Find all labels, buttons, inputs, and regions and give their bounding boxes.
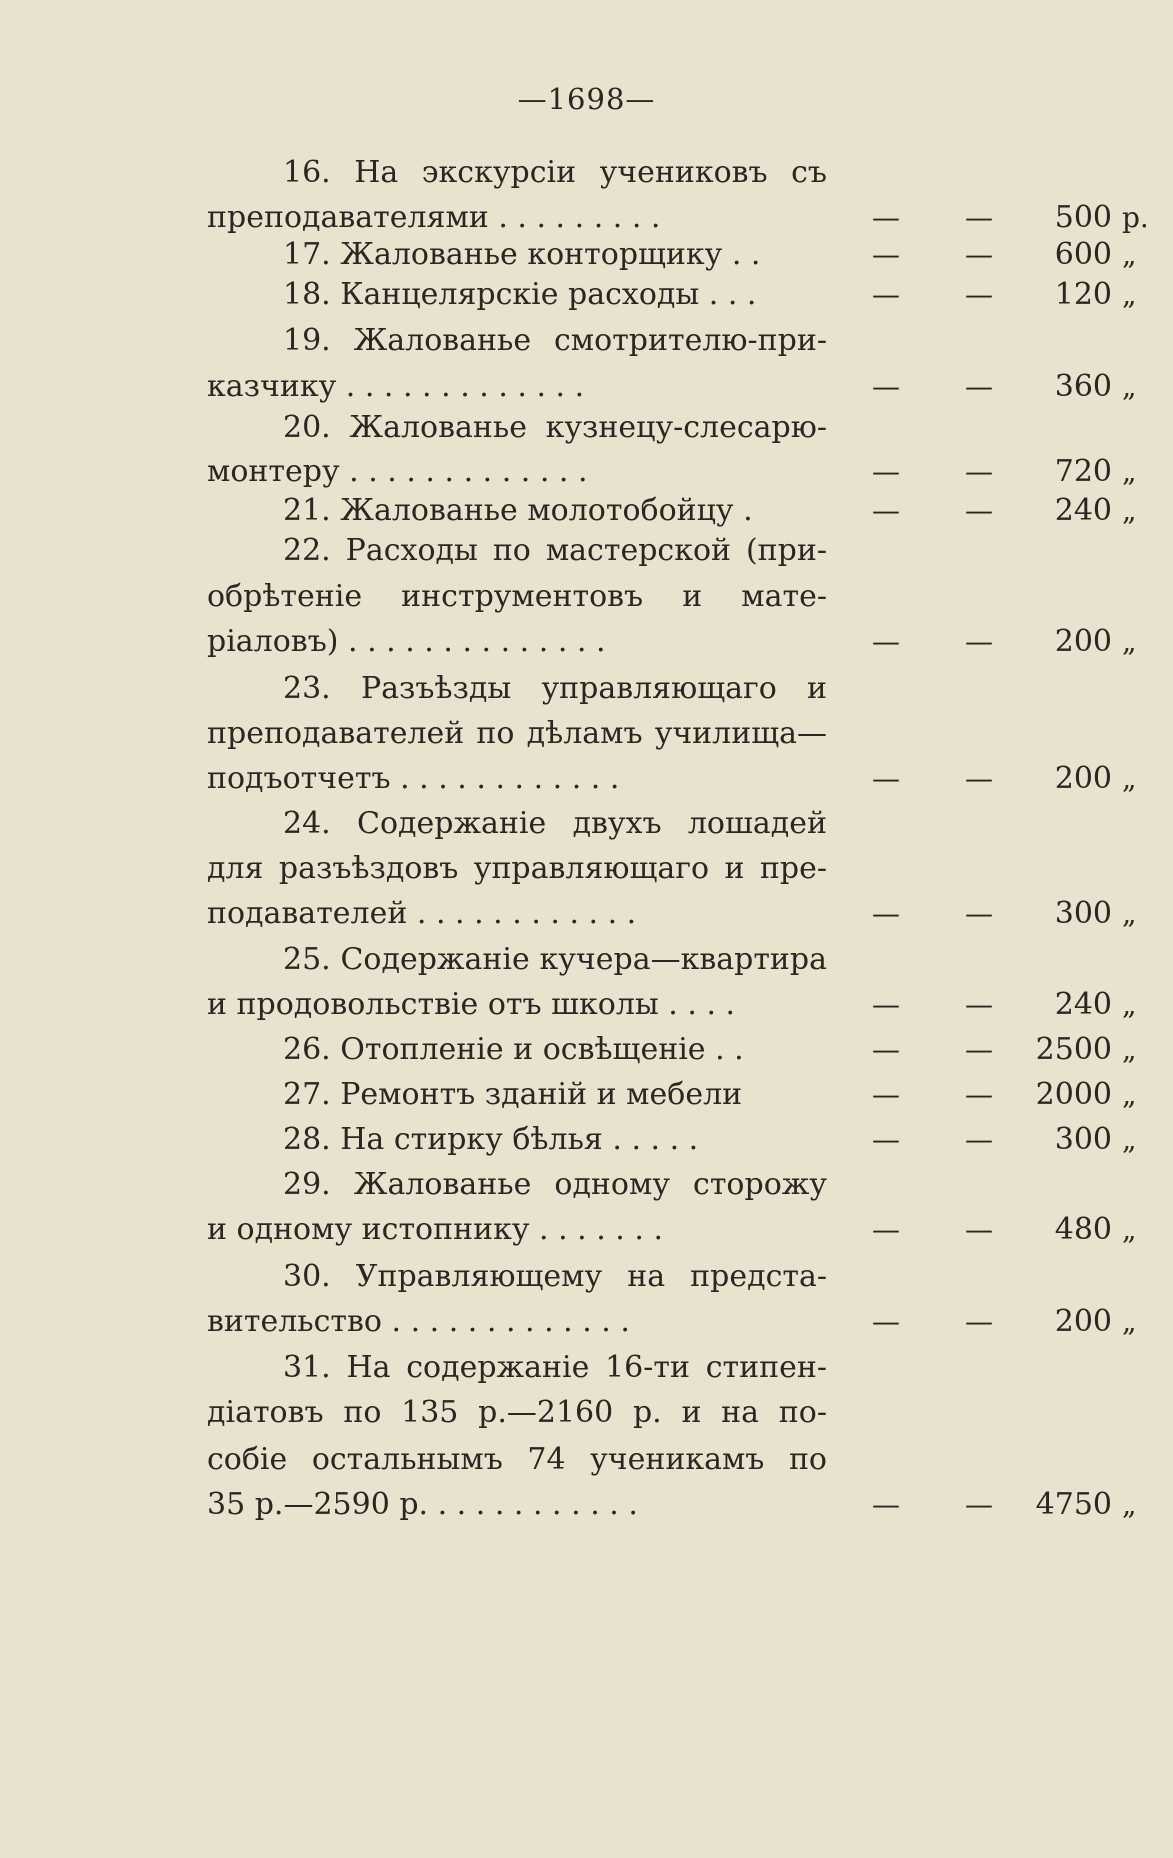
column-dash: — bbox=[965, 1305, 993, 1338]
entry-amount: 240 bbox=[1054, 987, 1112, 1022]
column-dash: — bbox=[872, 897, 900, 930]
entry-amount: 4750 bbox=[1035, 1487, 1112, 1522]
entry-unit: „ bbox=[1122, 370, 1137, 403]
entry-amount: 600 bbox=[1054, 237, 1112, 272]
entry-unit: „ bbox=[1122, 897, 1137, 930]
entry-amount: 500 bbox=[1054, 200, 1112, 235]
entry-text-line: 35 р.—2590 р. . . . . . . . . . . . bbox=[207, 1487, 638, 1522]
entry-text-line: обрѣтеніе инструментовъ и мате- bbox=[207, 579, 827, 614]
column-dash: — bbox=[872, 370, 900, 403]
entry-unit: „ bbox=[1122, 1213, 1137, 1246]
entry-text-line: 22. Расходы по мастерской (при- bbox=[283, 533, 827, 568]
entry-unit: р. bbox=[1122, 201, 1149, 234]
entry-text-line: 23. Разъѣзды управляющаго и bbox=[283, 671, 827, 706]
entry-amount: 300 bbox=[1054, 1122, 1112, 1157]
page-number: —1698— bbox=[517, 82, 656, 116]
column-dash: — bbox=[872, 238, 900, 271]
entry-text-line: собіе остальнымъ 74 ученикамъ по bbox=[207, 1442, 827, 1477]
entry-text-line: 29. Жалованье одному сторожу bbox=[283, 1167, 827, 1202]
entry-text-line: преподавателями . . . . . . . . . bbox=[207, 200, 661, 235]
column-dash: — bbox=[965, 370, 993, 403]
entry-amount: 360 bbox=[1054, 369, 1112, 404]
column-dash: — bbox=[965, 988, 993, 1021]
entry-amount: 2500 bbox=[1035, 1032, 1112, 1067]
entry-text-line: 18. Канцелярскіе расходы . . . bbox=[283, 277, 757, 312]
entry-text-line: подавателей . . . . . . . . . . . . bbox=[207, 896, 637, 931]
entry-text-line: 16. На экскурсіи учениковъ съ bbox=[283, 155, 827, 190]
entry-unit: „ bbox=[1122, 625, 1137, 658]
entry-amount: 200 bbox=[1054, 624, 1112, 659]
column-dash: — bbox=[872, 1033, 900, 1066]
column-dash: — bbox=[965, 1213, 993, 1246]
entry-text-line: 25. Содержаніе кучера—квартира bbox=[283, 942, 827, 977]
entry-text-line: 28. На стирку бѣлья . . . . . bbox=[283, 1122, 699, 1157]
entry-text-line: и продовольствіе отъ школы . . . . bbox=[207, 987, 736, 1022]
entry-text-line: для разъѣздовъ управляющаго и пре- bbox=[207, 851, 827, 886]
column-dash: — bbox=[872, 1305, 900, 1338]
column-dash: — bbox=[872, 1488, 900, 1521]
column-dash: — bbox=[872, 1123, 900, 1156]
entry-amount: 720 bbox=[1054, 454, 1112, 489]
column-dash: — bbox=[965, 1033, 993, 1066]
column-dash: — bbox=[872, 455, 900, 488]
entry-text-line: казчику . . . . . . . . . . . . . bbox=[207, 369, 585, 404]
column-dash: — bbox=[965, 455, 993, 488]
column-dash: — bbox=[872, 1078, 900, 1111]
entry-text-line: монтеру . . . . . . . . . . . . . bbox=[207, 454, 588, 489]
column-dash: — bbox=[872, 1213, 900, 1246]
entry-amount: 300 bbox=[1054, 896, 1112, 931]
entry-text-line: ріаловъ) . . . . . . . . . . . . . . bbox=[207, 624, 606, 659]
entry-unit: „ bbox=[1122, 1078, 1137, 1111]
entry-amount: 480 bbox=[1054, 1212, 1112, 1247]
entry-text-line: 31. На содержаніе 16-ти стипен- bbox=[283, 1350, 827, 1385]
entry-unit: „ bbox=[1122, 1033, 1137, 1066]
entry-amount: 2000 bbox=[1035, 1077, 1112, 1112]
entry-unit: „ bbox=[1122, 762, 1137, 795]
entry-unit: „ bbox=[1122, 494, 1137, 527]
entry-amount: 120 bbox=[1054, 277, 1112, 312]
entry-text-line: 26. Отопленіе и освѣщеніе . . bbox=[283, 1032, 744, 1067]
entry-unit: „ bbox=[1122, 1488, 1137, 1521]
column-dash: — bbox=[965, 762, 993, 795]
entry-amount: 200 bbox=[1054, 1304, 1112, 1339]
column-dash: — bbox=[965, 1078, 993, 1111]
column-dash: — bbox=[965, 201, 993, 234]
column-dash: — bbox=[872, 988, 900, 1021]
column-dash: — bbox=[965, 1123, 993, 1156]
column-dash: — bbox=[965, 238, 993, 271]
column-dash: — bbox=[872, 201, 900, 234]
entry-text-line: и одному истопнику . . . . . . . bbox=[207, 1212, 663, 1247]
column-dash: — bbox=[872, 625, 900, 658]
entry-text-line: подъотчетъ . . . . . . . . . . . . bbox=[207, 761, 620, 796]
column-dash: — bbox=[872, 278, 900, 311]
entry-amount: 200 bbox=[1054, 761, 1112, 796]
column-dash: — bbox=[872, 762, 900, 795]
entry-text-line: діатовъ по 135 р.—2160 р. и на по- bbox=[207, 1395, 827, 1430]
entry-unit: „ bbox=[1122, 455, 1137, 488]
column-dash: — bbox=[965, 1488, 993, 1521]
entry-unit: „ bbox=[1122, 238, 1137, 271]
column-dash: — bbox=[965, 278, 993, 311]
column-dash: — bbox=[965, 494, 993, 527]
entry-text-line: преподавателей по дѣламъ училища— bbox=[207, 716, 827, 751]
entry-text-line: 30. Управляющему на предста- bbox=[283, 1259, 827, 1294]
column-dash: — bbox=[965, 625, 993, 658]
column-dash: — bbox=[872, 494, 900, 527]
entry-text-line: 20. Жалованье кузнецу-слесарю- bbox=[283, 410, 827, 445]
entry-text-line: 21. Жалованье молотобойцу . bbox=[283, 493, 753, 528]
entry-unit: „ bbox=[1122, 988, 1137, 1021]
entry-unit: „ bbox=[1122, 278, 1137, 311]
entry-unit: „ bbox=[1122, 1123, 1137, 1156]
entry-text-line: вительство . . . . . . . . . . . . . bbox=[207, 1304, 630, 1339]
entry-text-line: 17. Жалованье конторщику . . bbox=[283, 237, 761, 272]
entry-text-line: 19. Жалованье смотрителю-при- bbox=[283, 323, 827, 358]
entry-text-line: 27. Ремонтъ зданій и мебели bbox=[283, 1077, 743, 1112]
column-dash: — bbox=[965, 897, 993, 930]
entry-text-line: 24. Содержаніе двухъ лошадей bbox=[283, 806, 827, 841]
entry-amount: 240 bbox=[1054, 493, 1112, 528]
entry-unit: „ bbox=[1122, 1305, 1137, 1338]
